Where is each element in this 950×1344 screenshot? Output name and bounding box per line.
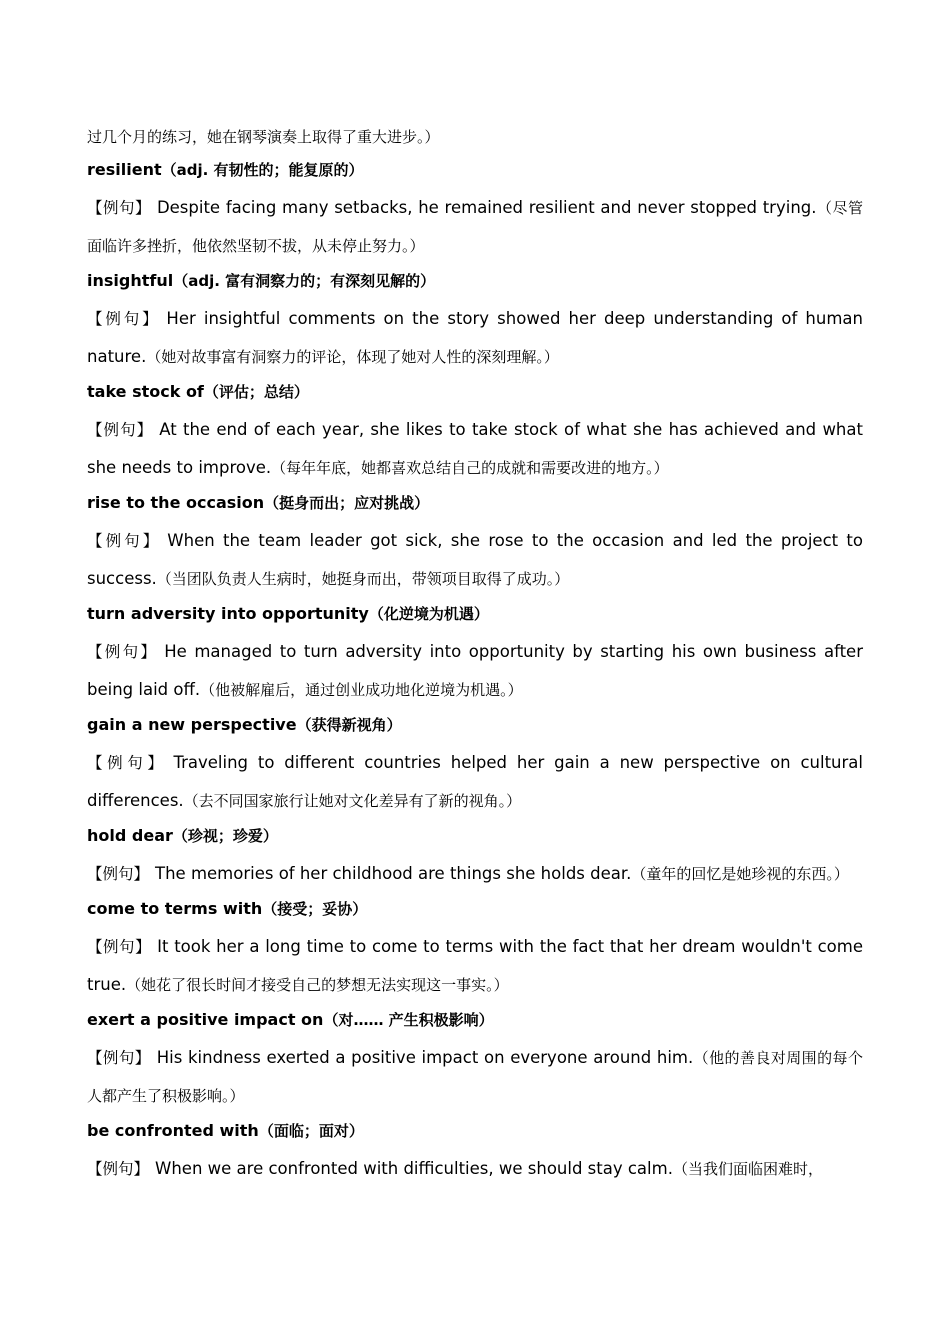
example-tag: 【例句】	[87, 865, 150, 883]
example-tag: 【例句】	[87, 1160, 150, 1178]
example-chinese: （每年年底，她都喜欢总结自己的成就和需要改进的地方。）	[271, 459, 669, 477]
vocab-heading	[87, 820, 863, 855]
vocab-gloss: （对…… 产生积极影响）	[323, 1011, 494, 1029]
vocab-term: take stock of	[87, 382, 204, 401]
example-sentence	[87, 928, 863, 1004]
vocabulary-list	[87, 154, 863, 1188]
example-tag: 【例句】	[87, 421, 154, 439]
example-sentence	[87, 300, 863, 376]
example-sentence	[87, 1039, 863, 1115]
vocab-gloss: （adj. 富有洞察力的；有深刻见解的）	[173, 272, 436, 290]
document-body	[87, 119, 863, 1188]
vocab-entry	[87, 820, 863, 893]
vocab-heading	[87, 154, 863, 189]
example-tag: 【例句】	[87, 754, 168, 772]
vocab-term: hold dear	[87, 826, 173, 845]
example-tag: 【例句】	[87, 938, 152, 956]
example-english: At the end of each year, she likes to take stock of what she has achieved and what she needs to improve.	[87, 420, 863, 477]
vocab-heading	[87, 709, 863, 744]
example-english: It took her a long time to come to terms with the fact that her dream wouldn't come true.	[87, 937, 863, 994]
vocab-heading	[87, 376, 863, 411]
example-sentence	[87, 522, 863, 598]
example-sentence	[87, 189, 863, 265]
example-sentence	[87, 855, 863, 893]
vocab-entry	[87, 1115, 863, 1188]
example-tag: 【例句】	[87, 643, 159, 661]
example-chinese: （去不同国家旅行让她对文化差异有了新的视角。）	[183, 792, 522, 810]
example-sentence	[87, 1150, 863, 1188]
vocab-entry	[87, 893, 863, 1004]
continued-translation: 过几个月的练习，她在钢琴演奏上取得了重大进步。）	[87, 128, 440, 146]
vocab-gloss: （面临；面对）	[258, 1122, 364, 1140]
vocab-entry	[87, 265, 863, 376]
example-english: When the team leader got sick, she rose to the occasion and led the project to success.	[87, 531, 863, 588]
example-tag: 【例句】	[87, 1049, 151, 1067]
vocab-heading	[87, 893, 863, 928]
example-chinese: （尽管面临许多挫折，他依然坚韧不拔，从未停止努力。）	[87, 199, 863, 255]
example-chinese: （她对故事富有洞察力的评论，体现了她对人性的深刻理解。）	[146, 348, 559, 366]
vocab-gloss: （接受；妥协）	[262, 900, 368, 918]
example-english: Despite facing many setbacks, he remained resilient and never stopped trying.	[156, 198, 817, 217]
vocab-gloss: （评估；总结）	[203, 383, 309, 401]
example-sentence	[87, 633, 863, 709]
vocab-entry	[87, 154, 863, 265]
vocab-entry	[87, 1004, 863, 1115]
vocab-term: turn adversity into opportunity	[87, 604, 369, 623]
vocab-entry	[87, 487, 863, 598]
example-english: Traveling to different countries helped her gain a new perspective on cultural differences.	[87, 753, 863, 810]
vocab-term: be confronted with	[87, 1121, 259, 1140]
vocab-gloss: （获得新视角）	[296, 716, 402, 734]
vocab-heading	[87, 598, 863, 633]
vocab-term: gain a new perspective	[87, 715, 297, 734]
example-chinese: （童年的回忆是她珍视的东西。）	[631, 865, 849, 883]
example-tag: 【例句】	[87, 532, 162, 550]
vocab-heading	[87, 1115, 863, 1150]
vocab-entry	[87, 709, 863, 820]
vocab-gloss: （化逆境为机遇）	[368, 605, 489, 623]
example-english: His kindness exerted a positive impact on everyone around him.	[156, 1048, 694, 1067]
example-english: Her insightful comments on the story showed her deep understanding of human nature.	[87, 309, 863, 366]
example-tag: 【例句】	[87, 199, 151, 217]
example-english: When we are confronted with difficulties, we should stay calm.	[155, 1159, 673, 1178]
example-chinese: （他被解雇后，通过创业成功地化逆境为机遇。）	[200, 681, 523, 699]
example-sentence	[87, 744, 863, 820]
vocab-heading	[87, 487, 863, 522]
vocab-gloss: （珍视；珍爱）	[172, 827, 278, 845]
vocab-entry	[87, 376, 863, 487]
vocab-term: resilient	[87, 160, 162, 179]
example-chinese: （她花了很长时间才接受自己的梦想无法实现这一事实。）	[126, 976, 509, 994]
vocab-heading	[87, 1004, 863, 1039]
example-english: He managed to turn adversity into opportunity by starting his own business after being laid off.	[87, 642, 863, 699]
example-chinese: （当团队负责人生病时，她挺身而出，带领项目取得了成功。）	[156, 570, 570, 588]
example-tag: 【例句】	[87, 310, 161, 328]
vocab-heading	[87, 265, 863, 300]
vocab-term: insightful	[87, 271, 174, 290]
example-chinese: （他的善良对周围的每个人都产生了积极影响。）	[87, 1049, 863, 1105]
vocab-term: come to terms with	[87, 899, 263, 918]
example-chinese: （当我们面临困难时，	[672, 1160, 823, 1178]
example-sentence	[87, 411, 863, 487]
vocab-term: rise to the occasion	[87, 493, 265, 512]
vocab-entry	[87, 598, 863, 709]
vocab-gloss: （adj. 有韧性的；能复原的）	[161, 161, 364, 179]
vocab-gloss: （挺身而出；应对挑战）	[264, 494, 430, 512]
example-english: The memories of her childhood are things she holds dear.	[155, 864, 632, 883]
vocab-term: exert a positive impact on	[87, 1010, 324, 1029]
